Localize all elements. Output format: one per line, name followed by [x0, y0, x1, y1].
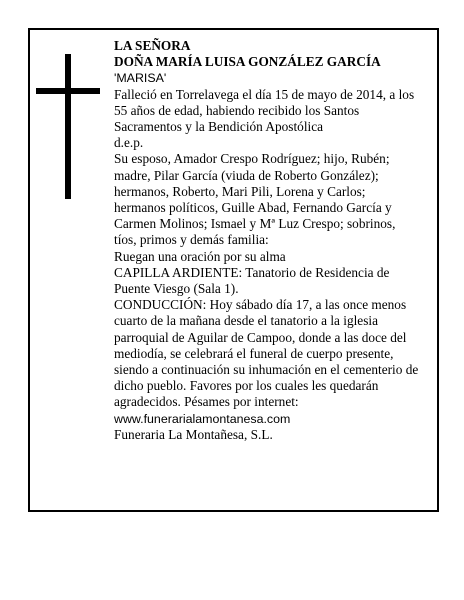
family-list: Su esposo, Amador Crespo Rodríguez; hijo, Rubén; madre, Pilar García (viuda de Roberto González); hermanos, Roberto, Mari Pili, Lorena y Carlos; hermanos políticos, Guille Abad, Fernando García y Carmen Molinos; Ismael y Mª Luz Crespo; sobrinos, tíos, primos y demás familia: [114, 151, 396, 248]
dep-abbreviation: d.e.p. [114, 135, 144, 151]
chapel-paragraph [114, 265, 420, 297]
title-line-1: LA SEÑORA [114, 38, 191, 53]
prayer-request: Ruegan una oración por su alma [114, 248, 286, 264]
procession-text: Hoy sábado día 17, a las once menos cuarto de la mañana desde el tanatorio a la iglesia parroquial de Aguilar de Campoo, donde a las doce del mediodía, se celebrará el funeral de cuerpo presente, siendo a continuación su inhumación en el cementerio de dicho pueblo. Favores por los cuales les quedarán agradecidos. Pésames por internet: [114, 297, 419, 410]
death-info: Falleció en Torrelavega el día 15 de mayo de 2014, a los 55 años de edad, habiendo recibido los Santos Sacramentos y la Bendición Apostólica [114, 86, 415, 135]
procession-paragraph [114, 297, 420, 410]
obituary-text [114, 38, 420, 443]
chapel-label: CAPILLA ARDIENTE: [114, 264, 243, 280]
funeral-home: Funeraria La Montañesa, S.L. [114, 426, 273, 442]
chapel-text: Tanatorio de Residencia de Puente Viesgo (Sala 1). [114, 264, 390, 297]
cross-horizontal-bar [36, 88, 100, 94]
procession-label: CONDUCCIÓN: [114, 297, 207, 313]
deceased-name: DOÑA MARÍA LUISA GONZÁLEZ GARCÍA [114, 54, 381, 70]
cross-icon [36, 54, 100, 199]
website: www.funerarialamontanesa.com [114, 411, 291, 426]
nickname: 'MARISA' [114, 71, 167, 86]
cross-vertical-bar [65, 54, 71, 199]
